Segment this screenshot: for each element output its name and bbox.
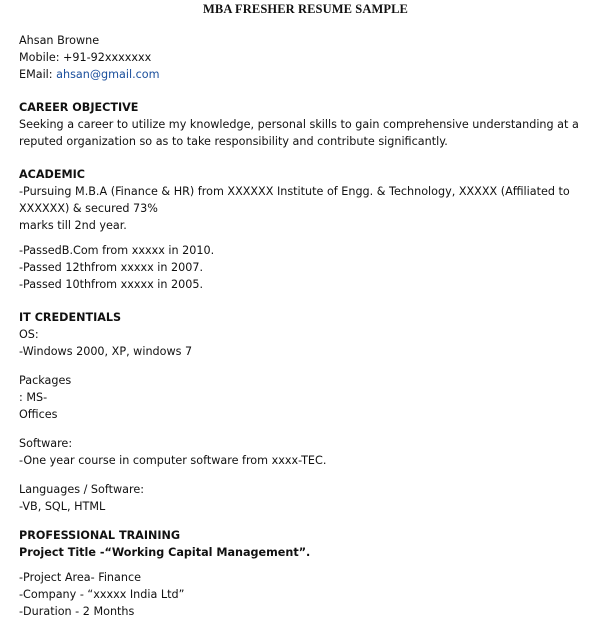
- project-title: Project Title -“Working Capital Management”.: [19, 546, 311, 559]
- academic-line-1: -Pursuing M.B.A (Finance & HR) from XXXXXX Institute of Engg. & Technology, XXXXX (Affiliated to: [19, 185, 570, 198]
- career-objective-line-2: reputed organization so as to take responsibility and contribute significantly.: [19, 135, 448, 148]
- packages-line-2: Offices: [19, 408, 58, 421]
- project-company: -Company - “xxxxx India Ltd”: [19, 588, 185, 601]
- academic-heading: ACADEMIC: [19, 168, 85, 181]
- resume-content: [19, 32, 599, 620]
- email-link[interactable]: ahsan@gmail.com: [56, 68, 160, 81]
- academic-line-3: marks till 2nd year.: [19, 219, 127, 232]
- languages-label: Languages / Software:: [19, 483, 145, 496]
- academic-line-2: XXXXXX) & secured 73%: [19, 202, 158, 215]
- professional-training-heading: PROFESSIONAL TRAINING: [19, 529, 181, 542]
- languages-value: -VB, SQL, HTML: [19, 500, 106, 513]
- packages-line-1: : MS-: [19, 391, 48, 404]
- it-credentials-heading: IT CREDENTIALS: [19, 311, 122, 324]
- email-label: EMail:: [19, 68, 57, 81]
- os-value: -Windows 2000, XP, windows 7: [19, 345, 193, 358]
- career-objective-line-1: Seeking a career to utilize my knowledge, personal skills to gain comprehensive understanding at a: [19, 118, 579, 131]
- os-label: OS:: [19, 328, 39, 341]
- software-label: Software:: [19, 437, 73, 450]
- software-value: -One year course in computer software from xxxx-TEC.: [19, 454, 327, 467]
- page-title: MBA FRESHER RESUME SAMPLE: [203, 2, 408, 16]
- project-area: -Project Area- Finance: [19, 571, 142, 584]
- candidate-name: Ahsan Browne: [19, 34, 100, 47]
- academic-item: -PassedB.Com from xxxxx in 2010.: [19, 244, 215, 257]
- academic-item: -Passed 10thfrom xxxxx in 2005.: [19, 278, 204, 291]
- academic-item: -Passed 12thfrom xxxxx in 2007.: [19, 261, 204, 274]
- email-line: [19, 66, 599, 83]
- career-objective-heading: CAREER OBJECTIVE: [19, 101, 139, 114]
- packages-label: Packages: [19, 374, 72, 387]
- project-duration: -Duration - 2 Months: [19, 605, 135, 618]
- mobile-number: Mobile: +91-92xxxxxxx: [19, 51, 152, 64]
